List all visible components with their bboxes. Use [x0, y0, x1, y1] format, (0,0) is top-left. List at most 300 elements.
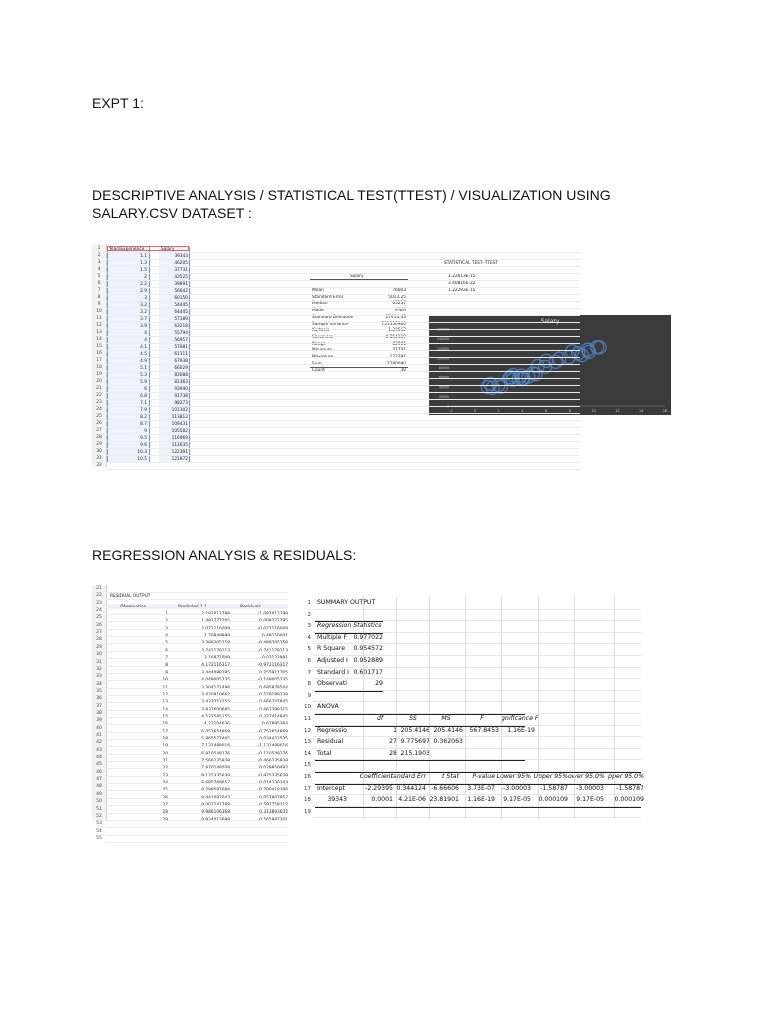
anova-header: MS: [441, 715, 451, 722]
predicted-value: 5.865577465: [201, 736, 230, 742]
residual-value: 0.057907957: [259, 795, 288, 801]
years-experience-value: 10.5: [137, 457, 147, 462]
coefficient-value: 0.0001: [371, 796, 393, 804]
predicted-value: 6.052654869: [201, 729, 230, 735]
row-number: 39: [96, 718, 102, 724]
reg-stat-label: Adjusted I: [317, 657, 348, 664]
row-number: 12: [304, 727, 311, 734]
ttest-value: 3.40816E-22: [448, 281, 476, 286]
observation-number: 4: [165, 634, 168, 640]
predicted-value: 8.685769657: [201, 781, 230, 787]
residual-value: 0.592758212: [259, 803, 288, 809]
salary-value: 57081: [174, 345, 188, 350]
row-number: 3: [97, 260, 101, 265]
row-gridline: [106, 607, 288, 608]
residual-value: -0.149005735: [257, 678, 288, 684]
row-number: 30: [96, 449, 102, 454]
row-number: 30: [96, 652, 102, 658]
column-gridline: [465, 597, 466, 819]
observation-number: 27: [162, 803, 168, 809]
observation-number: 7: [165, 656, 168, 662]
coefficient-value: 3.73E-07: [467, 784, 495, 792]
ttest-title: STATISTICAL TEST--TTEST: [444, 261, 499, 266]
stats-table-bottom-border: [310, 367, 408, 368]
chart-title: Salary: [540, 318, 560, 325]
coefficient-header: ower 95.0%: [568, 773, 605, 780]
stat-label: Mean: [312, 288, 324, 293]
coef-top-border: [315, 772, 641, 773]
row-number: 21: [96, 586, 102, 591]
row-gridline: [106, 420, 580, 421]
anova-value: 27: [389, 738, 397, 746]
reg-stat-label: Standard I: [317, 668, 349, 676]
years-experience-value: 4.1: [140, 345, 147, 350]
observation-number: 1: [165, 612, 168, 617]
row-gridline: [106, 287, 580, 288]
salary-value: 64445: [174, 310, 188, 315]
observation-number: 14: [162, 707, 168, 713]
column-gridline: [363, 597, 364, 819]
row-gridline: [106, 301, 580, 302]
column-gridline: [538, 597, 539, 819]
salary-value: 93940: [174, 387, 188, 392]
predicted-value: 4.049005735: [201, 678, 230, 684]
residual-value: 0.03122991: [262, 656, 288, 662]
document-title: EXPT 1:: [92, 95, 144, 111]
years-experience-value: 1.5: [140, 268, 147, 273]
years-experience-value: 7.1: [140, 401, 147, 406]
row-gridline: [106, 666, 288, 667]
years-experience-value: 4.9: [140, 359, 147, 364]
row-number: 19: [96, 372, 102, 377]
stat-label: Count: [312, 368, 325, 374]
residual-column-header: Predicted 1.1: [178, 605, 207, 610]
residual-value: 0.49150001: [262, 634, 288, 640]
x-tick-label: 12: [615, 409, 620, 413]
row-gridline: [106, 462, 580, 463]
stat-value: 5013.25: [388, 294, 406, 300]
row-gridline: [106, 599, 288, 600]
stat-value: 27414.43: [385, 314, 406, 320]
x-tick-label: 0: [473, 409, 476, 413]
observation-number: 20: [162, 751, 168, 757]
row-number: 10: [304, 704, 311, 711]
row-number: 32: [96, 463, 102, 468]
column-gridline: [614, 597, 615, 819]
reg-stat-value: 0.977022: [353, 633, 383, 641]
residual-value: 0.008222795: [259, 619, 288, 625]
row-gridline: [106, 371, 580, 372]
predicted-value: 3.444088295: [201, 670, 230, 676]
observation-number: 9: [165, 670, 168, 676]
years-experience-value: 2.9: [140, 289, 147, 294]
stat-label: Minimum: [312, 348, 332, 354]
predicted-value: 3.389205258: [201, 641, 230, 647]
coefficient-row-label: 39343: [327, 796, 347, 804]
x-tick-label: 8: [568, 409, 571, 413]
stat-label: Skewness: [312, 334, 334, 340]
coefficient-header: pper 95.0%: [608, 773, 644, 780]
years-experience-value: 9.6: [140, 443, 147, 448]
residual-value: 0.014230343: [259, 781, 288, 787]
predicted-value: 3.304121496: [201, 685, 230, 691]
salary-value: 46205: [174, 261, 188, 266]
y-tick-label: 160000: [436, 327, 449, 332]
row-number: 31: [96, 456, 102, 461]
coefficient-header: t Stat: [442, 773, 459, 780]
years-experience-value: 8.7: [140, 422, 147, 427]
residual-value: 0.255911705: [259, 670, 288, 676]
anova-value: 0.362063: [433, 738, 463, 746]
row-number: 41: [96, 733, 102, 738]
row-number: 25: [96, 615, 102, 621]
stat-value: 122391: [389, 355, 406, 360]
years-experience-value: 1.1: [140, 254, 147, 259]
row-gridline: [106, 592, 288, 593]
years-experience-value: 6: [144, 387, 147, 392]
row-number: 28: [96, 435, 102, 440]
observation-number: 26: [162, 795, 168, 801]
row-number: 40: [96, 725, 102, 731]
section-heading-regression: REGRESSION ANALYSIS & RESIDUALS:: [92, 547, 357, 563]
y-tick-label: 80000: [438, 366, 449, 370]
row-number: 7: [97, 288, 101, 293]
stat-label: Standard Error: [312, 294, 344, 300]
anova-value: 205.4146: [400, 726, 430, 734]
row-gridline: [106, 392, 580, 393]
stat-value: -1.29512: [386, 328, 406, 334]
coefficient-header: Upper 95%: [533, 773, 568, 780]
y-tick-label: 100000: [436, 356, 449, 361]
stat-label: Range: [312, 341, 326, 347]
stat-value: #N/A: [394, 308, 406, 314]
years-experience-value: 2.2: [140, 282, 147, 287]
salary-value: 105582: [171, 429, 188, 434]
stat-value: 2280090: [386, 361, 406, 367]
anova-header: F: [480, 715, 484, 722]
coefficient-value: 0.344124: [396, 784, 426, 792]
row-number: 26: [96, 421, 102, 426]
stat-label: Standard Deviation: [312, 314, 354, 320]
salary-value: 122391: [171, 450, 188, 455]
row-gridline: [106, 406, 580, 407]
row-gridline: [106, 329, 580, 330]
row-number: 15: [304, 762, 311, 769]
row-number: 14: [96, 337, 102, 342]
years-experience-value: 5.9: [140, 380, 147, 385]
anova-top-border: [315, 714, 525, 715]
y-tick-label: 140000: [436, 337, 449, 342]
summary-output-pane: [297, 597, 644, 819]
row-number: 8: [307, 681, 311, 688]
row-number: 9: [307, 692, 311, 699]
residual-value: -0.925335639: [257, 773, 288, 779]
coefficient-value: 23.81901: [429, 796, 459, 804]
observation-number: 11: [162, 685, 168, 691]
residual-value: 0.313893632: [259, 810, 288, 816]
predicted-value: 3.837600685: [201, 707, 230, 713]
salary-value: 39343: [174, 254, 188, 259]
reg-stats-bottom-border: [315, 691, 383, 692]
predicted-value: 9.442092043: [201, 795, 230, 801]
coefficient-header: Coefficient: [359, 773, 393, 780]
x-tick-label: 14: [639, 409, 644, 413]
predicted-value: 3.741179113: [201, 648, 230, 654]
anova-header: SS: [409, 715, 417, 722]
row-gridline: [106, 469, 580, 470]
stat-value: 37731: [392, 348, 406, 354]
row-gridline: [106, 761, 288, 762]
salary-value: 66029: [174, 366, 188, 371]
coefficient-value: -2.29395: [365, 784, 393, 792]
row-number: 47: [96, 777, 102, 783]
coefficient-row-label: Intercept: [317, 784, 345, 792]
row-number: 8: [97, 295, 101, 300]
years-experience-value: 8.2: [140, 415, 147, 420]
row-number: 29: [96, 442, 102, 447]
residual-value: -0.071116009: [257, 626, 288, 632]
years-experience-value: 3: [144, 296, 147, 301]
reg-stats-header-border: [315, 633, 383, 634]
row-number: 13: [96, 330, 102, 335]
row-number: 2: [307, 611, 311, 618]
residual-column-header: Residuals: [240, 605, 261, 610]
row-number: 49: [96, 791, 102, 797]
chart-plot-area: [429, 315, 671, 415]
residual-value: -0.110549176: [257, 751, 288, 757]
row-number: 33: [96, 674, 102, 680]
residual-value: 0.029850492: [259, 766, 288, 772]
row-number: 51: [96, 806, 102, 812]
row-number: 21: [96, 386, 102, 391]
regression-statistics-title: Regression Statistics: [317, 622, 382, 630]
anova-value: 567.8453: [469, 726, 499, 734]
predicted-value: 7.131488016: [201, 744, 230, 750]
predicted-value: 3.433252155: [201, 700, 230, 706]
observation-number: 23: [162, 773, 168, 779]
row-number: 3: [307, 623, 311, 630]
anova-bottom-border: [315, 760, 525, 761]
row-gridline: [106, 385, 580, 386]
row-number: 14: [304, 750, 311, 757]
predicted-value: 4.522585155: [201, 714, 230, 720]
salary-value: 67938: [174, 359, 188, 364]
predicted-value: 9.986106368: [201, 810, 230, 816]
years-experience-value: 4: [144, 331, 147, 336]
reg-stat-label: Multiple F: [317, 633, 348, 641]
years-experience-value: 4.5: [140, 352, 147, 357]
salary-value: 39891: [174, 282, 188, 287]
row-number: 20: [96, 379, 102, 384]
row-gridline: [106, 315, 580, 316]
observation-number: 5: [165, 641, 168, 647]
row-number: 18: [304, 797, 311, 804]
coefficient-header: P-value: [472, 773, 495, 780]
row-gridline: [106, 835, 288, 836]
residual-value: 0.700418306: [259, 788, 288, 794]
observation-number: 21: [162, 759, 168, 764]
residual-value: 0.67895364: [262, 722, 288, 728]
coefficient-value: -1.58787: [616, 784, 644, 792]
residual-value: 0.034422535: [259, 736, 288, 742]
anova-title: ANOVA: [317, 703, 339, 711]
residual-output-title: RESIDUAL OUTPUT: [110, 594, 151, 599]
row-gridline: [106, 413, 580, 414]
column-gridline: [574, 597, 575, 819]
row-gridline: [106, 322, 580, 323]
years-experience-value: 10.3: [137, 450, 147, 455]
years-experience-value: 7.9: [140, 408, 147, 413]
coefficient-value: 9.17E-05: [503, 796, 531, 804]
residual-column-header: Observation: [120, 605, 147, 610]
stat-label: Kurtosis: [312, 328, 330, 334]
x-tick-label: -2: [449, 409, 453, 413]
coefficient-value: -3.00003: [503, 784, 531, 792]
years-experience-value: 3.2: [140, 310, 147, 315]
coefficient-value: 0.000109: [614, 796, 644, 804]
anova-value: 28: [389, 749, 397, 757]
salary-value: 56642: [174, 289, 188, 294]
row-number: 35: [96, 688, 102, 694]
observation-number: 29: [162, 817, 168, 823]
row-number: 48: [96, 784, 102, 790]
years-experience-value: 3.9: [140, 324, 147, 329]
row-number: 9: [97, 302, 101, 307]
coefficient-value: 4.21E-06: [398, 796, 426, 804]
predicted-value: 8.299581694: [201, 788, 230, 794]
row-number: 27: [96, 630, 102, 636]
anova-header-border: [315, 726, 525, 727]
observation-number: 19: [162, 744, 168, 750]
salary-value: 55794: [174, 331, 188, 336]
reg-stat-value: 0.952889: [353, 657, 383, 664]
anova-header: gnificance F: [501, 715, 539, 722]
x-tick-label: 6: [545, 409, 548, 413]
row-number: 53: [96, 821, 102, 827]
residual-value: 0.662399315: [259, 707, 288, 713]
salary-value: 112635: [171, 443, 188, 448]
residual-value: -1.082012798: [257, 612, 288, 617]
row-gridline: [106, 266, 580, 267]
salary-value: 116969: [171, 436, 188, 441]
header-years-experience: YearsExperience: [109, 247, 145, 252]
anova-value: 9.775697: [400, 738, 430, 746]
predicted-value: 1.70849999: [204, 634, 230, 640]
stat-label: Mode: [312, 308, 324, 314]
row-number: 42: [96, 740, 102, 746]
observation-number: 8: [165, 663, 168, 669]
salary-value: 81363: [174, 380, 188, 385]
years-experience-value: 5.3: [140, 373, 147, 378]
salary-value: 57189: [174, 317, 188, 322]
y-tick-label: 0: [446, 404, 449, 409]
row-gridline: [106, 441, 580, 442]
x-tick-label: 4: [521, 409, 524, 413]
row-number: 43: [96, 747, 102, 753]
row-gridline: [106, 252, 580, 253]
row-number: 24: [96, 608, 102, 614]
coefficient-header: Lower 95%: [496, 773, 531, 780]
predicted-value: 7.870149508: [201, 766, 230, 772]
anova-value: 215.1903: [400, 749, 430, 757]
row-gridline: [106, 336, 580, 337]
observation-number: 28: [162, 810, 168, 816]
predicted-value: 3.420810662: [201, 692, 230, 698]
reg-stat-label: Observati: [317, 680, 347, 688]
section-heading-descriptive: DESCRIPTIVE ANALYSIS / STATISTICAL TEST(TTEST) / VISUALIZATION USING SALARY.CSV DATASET :: [92, 187, 611, 221]
coef-header-border: [315, 784, 641, 785]
observation-number: 25: [162, 788, 168, 794]
residual-value: -0.741179113: [257, 648, 288, 654]
anova-row-label: Residual: [317, 738, 344, 746]
row-number: 23: [96, 600, 102, 606]
coefficient-value: 1.16E-19: [467, 796, 495, 804]
reg-stat-value: 0.601717: [353, 668, 383, 676]
residual-value: -0.489205258: [257, 641, 288, 647]
stat-label: Maximum: [312, 355, 334, 360]
row-gridline: [106, 448, 580, 449]
row-number: 17: [96, 358, 102, 363]
row-number: 23: [96, 400, 102, 405]
row-number: 34: [96, 681, 102, 687]
stats-title: Salary: [350, 274, 364, 279]
row-number: 6: [97, 281, 101, 286]
salary-value: 83088: [174, 373, 188, 378]
row-number: 25: [96, 414, 102, 419]
stat-value: 0.354119: [385, 334, 406, 340]
ttest-value: 1.22292E-15: [448, 288, 476, 293]
row-number: 38: [96, 710, 102, 716]
salary-value: 101302: [171, 408, 188, 413]
row-gridline: [106, 294, 580, 295]
row-gridline: [106, 434, 580, 435]
stat-label: Sample Variance: [312, 321, 349, 327]
row-number: 50: [96, 799, 102, 805]
years-experience-value: 4: [144, 338, 147, 343]
years-experience-value: 1.3: [140, 261, 147, 266]
residual-output-pane: [92, 585, 290, 841]
salary-value: 109431: [171, 422, 188, 427]
stat-label: Sum: [312, 361, 322, 367]
row-number: 46: [96, 769, 102, 775]
years-experience-value: 3.2: [140, 303, 147, 308]
row-number: 5: [307, 646, 311, 653]
anova-row-label: Regressio: [317, 726, 347, 734]
row-number: 28: [96, 637, 102, 643]
row-number: 36: [96, 696, 102, 702]
observation-number: 13: [162, 700, 168, 706]
row-gridline: [106, 273, 580, 274]
residual-value: 0.377414845: [259, 714, 288, 720]
predicted-value: 7.566235938: [201, 759, 230, 764]
residual-value: 0.565987301: [259, 817, 288, 823]
predicted-value: 2.071116009: [201, 626, 230, 632]
predicted-value: 1.491777205: [201, 619, 230, 625]
row-number: 22: [96, 393, 102, 398]
row-gridline: [106, 842, 288, 843]
salary-value: 63218: [174, 324, 188, 329]
row-gridline: [106, 399, 580, 400]
regression-screenshot: [92, 585, 644, 841]
row-number: 17: [304, 785, 311, 792]
coefficient-value: -6.66606: [431, 784, 459, 792]
residual-value: -1.131488016: [257, 744, 288, 750]
predicted-value: 9.007241788: [201, 803, 230, 809]
header-salary: Salary: [161, 247, 175, 252]
stat-label: Median: [312, 301, 328, 307]
row-gridline: [106, 813, 288, 814]
ttest-value: 1.22613E-15: [448, 274, 476, 279]
